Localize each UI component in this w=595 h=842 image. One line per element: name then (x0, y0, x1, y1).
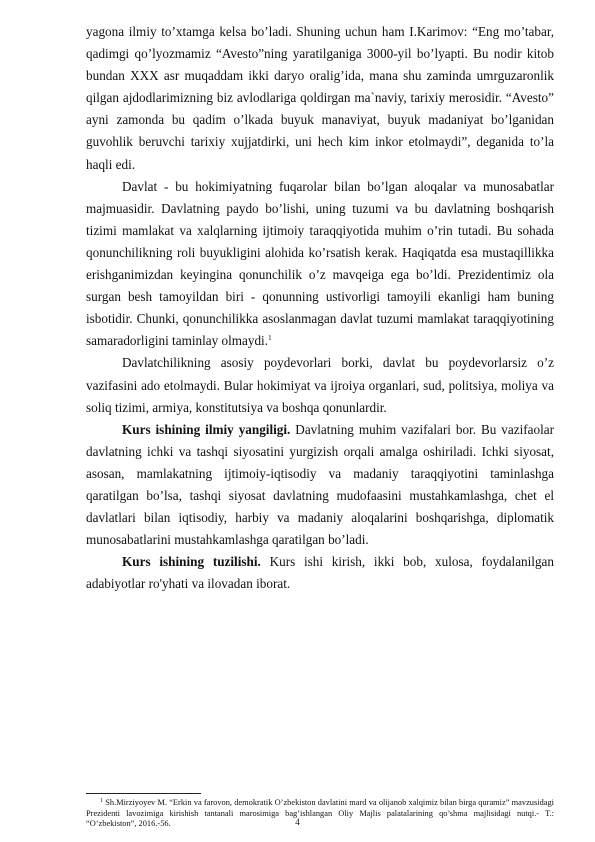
paragraph-ilmiy-yangilik (86, 419, 554, 552)
paragraph-ilmiy-yangilik-text: Davlatning muhim vazifalari bor. Bu vazifaolar davlatning ichki va tashqi siyosatini yurgizish orqali amalga oshiriladi. Ichki siyosat, asosan, mamlakatning ijtimoiy-iqtisodiy va madaniy taraqqiyotini taminlashga qaratilgan bo’lsa, tashqi siyosat davlatning mudofaasini mustahkamlashga, chet el davlatlari bilan iqtisodiy, harbiy va madaniy aloqalarini boshqarishga, diplomatik munosabatlarini mustahkamlashga qaratilgan bo’ladi. (86, 421, 554, 548)
heading-tuzilishi: Kurs ishining tuzilishi. (122, 554, 261, 570)
footnote-reference[interactable]: 1 (268, 333, 272, 343)
paragraph-davlat-definition (86, 176, 554, 353)
footnote-mark: 1 (100, 798, 103, 804)
page-number: 4 (295, 817, 300, 827)
footnote-separator (86, 793, 201, 794)
footnote-text: Sh.Mirziyoyev M. “Erkin va farovon, demokratik O’zbekiston davlatini mard va olijanob xalqimiz bilan birga quramiz” mavzusidagi Prezidenti lavozimiga kirishish tantanali marosimiga bag’ishlangan Oliy Majlis palatalarining qo’shma majlisidagi nutqi.- T.: “O’zbekiston”, 2016.-56. (86, 798, 554, 829)
body-text (86, 21, 554, 595)
paragraph-davlat-text: Davlat - bu hokimiyatning fuqarolar bilan bo’lgan aloqalar va munosabatlar majmuasidir. Davlatning paydo bo’lishi, uning tuzumi va bu davlatning boshqarish tizimi mamlakat va xalqlarning ijtimoiy taraqqiyotida muhim o’rin tutadi. Bu sohada qonunchilikning roli buyukligini alohida ko’rsatish kerak. Haqiqatda esa mustaqillikka erishganimizdan keyingina qonunchilik o’z mavqeiga ega bo’ldi. Prezidentimiz ola surgan besh tamoyildan biri - qonunning ustivorligi tamoyili ekanligi ham buning isbotidir. Chunki, qonunchilikka asoslanmagan davlat tuzumi mamlakat taraqqiyotining samaradorligini taminlay olmaydi. (86, 178, 554, 349)
paragraph-tuzilishi-text: Kurs ishi kirish, ikki bob, xulosa, foydalanilgan adabiyotlar ro'yhati va ilovadan iborat. (86, 554, 555, 592)
paragraph-tuzilishi (86, 551, 554, 595)
paragraph-davlatchilik: Davlatchilikning asosiy poydevorlari borki, davlat bu poydevorlarsiz o’z vazifasini ado etolmaydi. Bular hokimiyat va ijroiya organlari, sud, politsiya, moliya va soliq tizimi, armiya, konstitutsiya va boshqa qonunlardir. (86, 355, 554, 415)
heading-ilmiy-yangilik: Kurs ishining ilmiy yangiligi. (122, 421, 291, 437)
paragraph-avesto: yagona ilmiy to’xtamga kelsa bo’ladi. Shuning uchun ham I.Karimov: “Eng mo’tabar, qadimgi qo’lyozmamiz “Avesto”ning yaratilganiga 3000-yil bo’lyapti. Bu nodir kitob bundan XXX asr muqaddam ikki daryo oralig’ida, mana shu zaminda umrguzaronlik qilgan ajdodlarimizning biz avlodlariga qoldirgan ma`naviy, tarixiy merosidir. “Avesto” ayni zamonda bu qadim o’lkada buyuk manaviyat, buyuk madaniyat bo’lganidan guvohlik beruvchi tarixiy xujjatdirki, uni hech kim inkor etolmaydi”, deganida to’la haqli edi. (86, 24, 554, 172)
